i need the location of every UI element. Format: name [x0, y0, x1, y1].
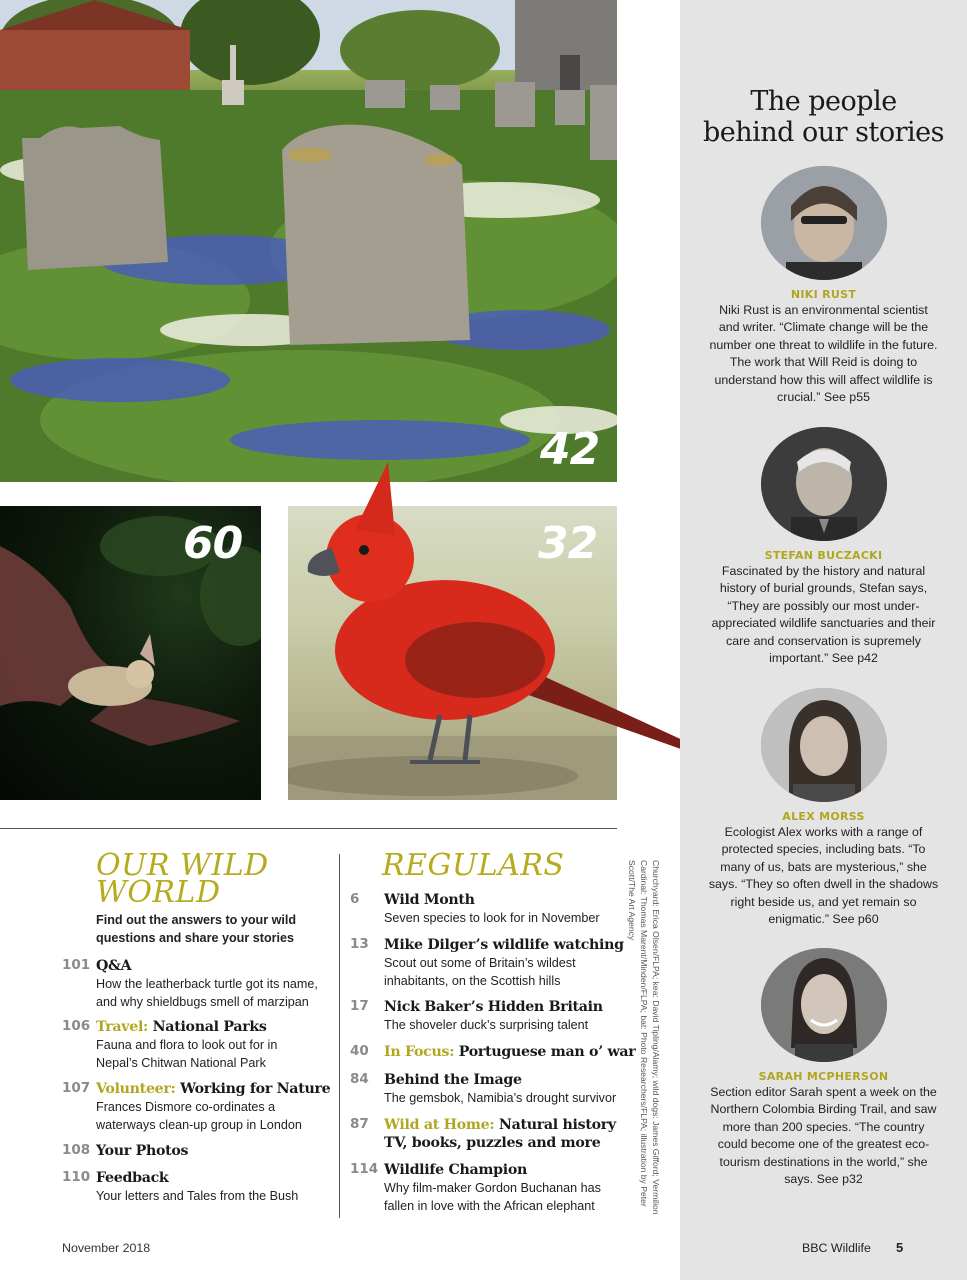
contributor-card: [680, 688, 967, 928]
entry-title-text: Your Photos: [96, 1143, 189, 1159]
entry-description: Fauna and flora to look out for in Nepal’s Chitwan National Park: [96, 1038, 278, 1070]
page-number: 114: [350, 1161, 379, 1177]
graveyard-illustration: [0, 0, 617, 482]
entry-title-line2: TV, books, puzzles and more: [384, 1135, 601, 1151]
entry-description: Frances Dismore co-ordinates a waterways clean-up group in London: [96, 1100, 302, 1132]
contributor-portrait: [761, 688, 887, 802]
cardinal-page-number: 32: [538, 518, 598, 569]
entry-title: [384, 1161, 527, 1179]
entry-title-text: National Parks: [152, 1019, 267, 1035]
graveyard-page-number: 42: [540, 424, 600, 475]
entry-description: How the leatherback turtle got its name, and why shieldbugs smell of marzipan: [96, 977, 318, 1009]
entry-title-text: Natural history: [498, 1117, 616, 1133]
entry-title-accent: Wild at Home:: [384, 1117, 495, 1133]
issue-date: November 2018: [62, 1241, 151, 1255]
entry-title-accent: Travel:: [96, 1019, 148, 1035]
entry-title: [384, 1071, 522, 1089]
contributor-name: NIKI RUST: [790, 288, 857, 301]
contributor-bio: Niki Rust is an environmental scientist and writer. “Climate change will be the number one threat to wildlife in the future. The work that Will Reid is doing to understand how this will affect wildlife is crucial.” See p55: [709, 303, 938, 405]
entry-title-text: Behind the Image: [384, 1072, 522, 1088]
regulars-heading: REGULARS: [382, 848, 565, 883]
entry-title: [384, 1116, 616, 1134]
sidebar-title-line1: The people: [750, 86, 897, 117]
contributor-name: STEFAN BUCZACKI: [764, 549, 883, 562]
contributor-portrait: [761, 948, 887, 1062]
contributor-bio: Section editor Sarah spent a week on the Northern Colombia Birding Trail, and saw more than 200 species. “The country could become one of the greatest eco-tourism destinations in the world,” she says. See p32: [710, 1085, 937, 1187]
sidebar-title-line2: behind our stories: [702, 117, 944, 148]
sidebar-title: [680, 86, 967, 148]
entry-title-text: Q&A: [96, 958, 132, 974]
contributor-portrait: [761, 166, 887, 280]
entry-title: [384, 1043, 635, 1061]
entry-title: [96, 1142, 188, 1160]
page-number: 87: [350, 1116, 369, 1132]
contributor-card: [680, 427, 967, 667]
entry-description: The shoveler duck’s surprising talent: [384, 1018, 589, 1032]
contributors-sidebar: [680, 0, 967, 1280]
page-number: 13: [350, 936, 369, 952]
entry-title: [384, 998, 603, 1016]
contributor-card: [680, 948, 967, 1188]
graveyard-photo: [0, 0, 617, 482]
heading-line2: WORLD: [96, 875, 221, 910]
entry-title: [96, 1080, 330, 1098]
contributor-card: [680, 166, 967, 406]
page-number: 106: [62, 1018, 91, 1034]
column-divider: [339, 854, 340, 1218]
entry-description: Scout out some of Britain’s wildest inhabitants, on the Scottish hills: [384, 956, 576, 988]
entry-title: [96, 1018, 267, 1036]
entry-title-text: Mike Dilger’s wildlife watching: [384, 937, 624, 953]
page-number-footer: 5: [896, 1240, 904, 1255]
page-number: 17: [350, 998, 369, 1014]
photo-credits: Churchyard: Erica Olsen/FLPA; kea: David Tipling/Alamy; wild dogs: James Gifford; Vermilion Cardinal: Thomas Marent/Minden/FLPA; bat: Photo Researchers/FLPA; illustration by Peter Scott/The Art Agency: [627, 860, 661, 1215]
cardinal-bird: [300, 460, 710, 780]
entry-description: Seven species to look for in November: [384, 911, 600, 925]
entry-title: [384, 891, 475, 909]
entry-title-accent: Volunteer:: [96, 1081, 176, 1097]
contributor-bio: Fascinated by the history and natural history of burial grounds, Stefan says, “They are possibly our most under-appreciated wildlife sanctuaries and their care and conservation is supremely important.” See p42: [711, 564, 936, 666]
page-number: 110: [62, 1169, 91, 1185]
page-number: 6: [350, 891, 360, 907]
entry-title-text: Wild Month: [384, 892, 475, 908]
entry-title-text: Wildlife Champion: [384, 1162, 528, 1178]
section-divider: [0, 828, 617, 829]
entry-description: Why film-maker Gordon Buchanan has fallen in love with the African elephant: [384, 1181, 601, 1213]
contributor-portrait: [761, 427, 887, 541]
page-number: 107: [62, 1080, 91, 1096]
our-wild-world-intro: Find out the answers to your wild questions and share your stories: [96, 913, 297, 945]
heading-line1: OUR WILD: [96, 848, 269, 883]
entry-description: Your letters and Tales from the Bush: [96, 1189, 299, 1203]
entry-title: [96, 957, 131, 975]
entry-title: [96, 1169, 168, 1187]
page-number: 84: [350, 1071, 369, 1087]
bat-page-number: 60: [183, 518, 243, 569]
contributor-name: SARAH MCPHERSON: [758, 1070, 889, 1083]
page-number: 40: [350, 1043, 369, 1059]
entry-title-text: Portuguese man o’ war: [458, 1044, 636, 1060]
contributor-name: ALEX MORSS: [782, 810, 865, 823]
entry-title-accent: In Focus:: [384, 1044, 455, 1060]
magazine-name: BBC Wildlife: [802, 1241, 871, 1255]
bat-photo: [0, 506, 261, 800]
contributor-bio: Ecologist Alex works with a range of protected species, including bats. “To many of us, bats are mysterious,” she says. “They so often dwell in the shadows right beside us, and yet remain so enigmatic.” See p60: [708, 825, 939, 927]
entry-title: [384, 936, 624, 954]
entry-title-text: Nick Baker’s Hidden Britain: [384, 999, 603, 1015]
entry-description: The gemsbok, Namibia’s drought survivor: [384, 1091, 617, 1105]
page-number: 108: [62, 1142, 91, 1158]
page-number: 101: [62, 957, 91, 973]
entry-title-text: Feedback: [96, 1170, 169, 1186]
entry-title-text: Working for Nature: [180, 1081, 331, 1097]
our-wild-world-heading: [96, 848, 269, 910]
